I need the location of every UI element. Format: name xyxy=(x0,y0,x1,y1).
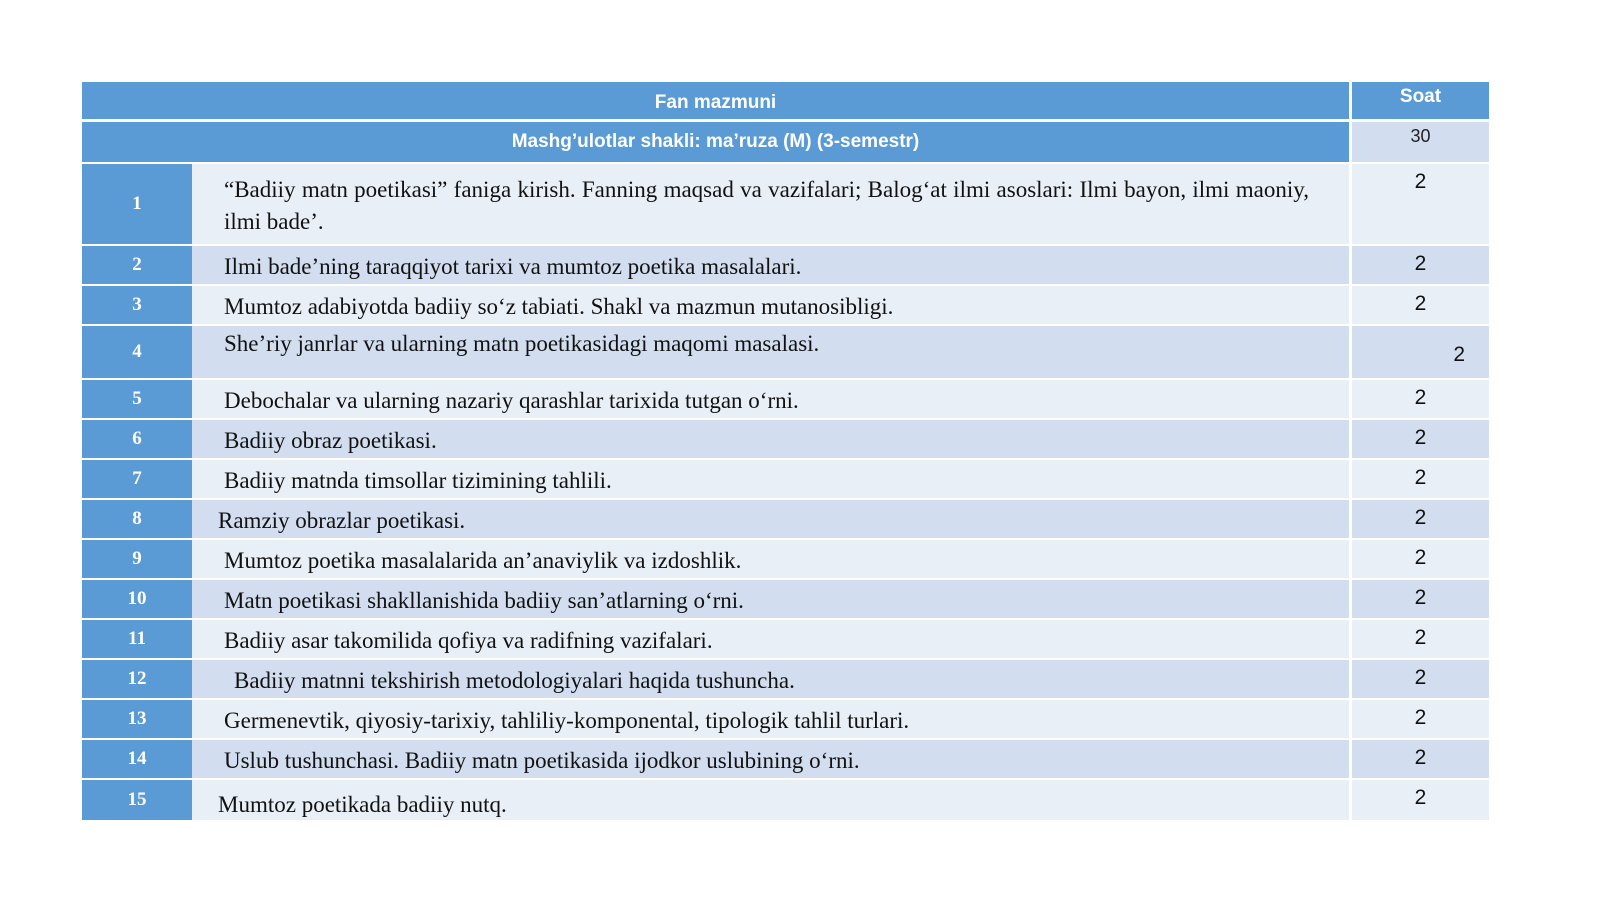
row-hours: 2 xyxy=(1349,500,1489,540)
row-topic: Germenevtik, qiyosiy-tarixiy, tahliliy-komponental, tipologik tahlil turlari. xyxy=(192,700,1349,740)
section-hours: 30 xyxy=(1349,122,1489,164)
row-topic: She’riy janrlar va ularning matn poetikasidagi maqomi masalasi. xyxy=(192,326,1349,380)
row-number: 2 xyxy=(82,246,192,286)
row-topic: Mumtoz adabiyotda badiiy so‘z tabiati. Shakl va mazmun mutanosibligi. xyxy=(192,286,1349,326)
row-topic: Badiiy obraz poetikasi. xyxy=(192,420,1349,460)
section-label: Mashg’ulotlar shakli: ma’ruza (M) (3-semestr) xyxy=(82,122,1349,164)
header-content: Fan mazmuni xyxy=(82,82,1349,122)
row-hours: 2 xyxy=(1349,164,1489,246)
row-hours: 2 xyxy=(1349,246,1489,286)
row-hours: 2 xyxy=(1349,660,1489,700)
row-number: 1 xyxy=(82,164,192,246)
row-number: 12 xyxy=(82,660,192,700)
row-number: 5 xyxy=(82,380,192,420)
row-number: 10 xyxy=(82,580,192,620)
row-number: 4 xyxy=(82,326,192,380)
row-hours: 2 xyxy=(1349,620,1489,660)
row-topic: Ilmi bade’ning taraqqiyot tarixi va mumtoz poetika masalalari. xyxy=(192,246,1349,286)
header-hours: Soat xyxy=(1349,82,1489,122)
row-topic: Debochalar va ularning nazariy qarashlar tarixida tutgan o‘rni. xyxy=(192,380,1349,420)
row-hours: 2 xyxy=(1349,460,1489,500)
row-hours: 2 xyxy=(1349,700,1489,740)
row-hours: 2 xyxy=(1349,380,1489,420)
row-topic: Uslub tushunchasi. Badiiy matn poetikasida ijodkor uslubining o‘rni. xyxy=(192,740,1349,780)
row-number: 8 xyxy=(82,500,192,540)
row-number: 11 xyxy=(82,620,192,660)
row-topic: Badiiy matnda timsollar tizimining tahlili. xyxy=(192,460,1349,500)
row-topic: Badiiy asar takomilida qofiya va radifning vazifalari. xyxy=(192,620,1349,660)
row-topic: Matn poetikasi shakllanishida badiiy san’atlarning o‘rni. xyxy=(192,580,1349,620)
row-number: 14 xyxy=(82,740,192,780)
syllabus-table xyxy=(82,82,1489,822)
row-number: 9 xyxy=(82,540,192,580)
row-hours: 2 xyxy=(1349,326,1489,380)
row-topic: “Badiiy matn poetikasi” faniga kirish. Fanning maqsad va vazifalari; Balog‘at ilmi asoslari: Ilmi bayon, ilmi maoniy, ilmi bade’. xyxy=(192,164,1349,246)
row-number: 7 xyxy=(82,460,192,500)
row-hours: 2 xyxy=(1349,286,1489,326)
row-hours: 2 xyxy=(1349,780,1489,822)
row-hours: 2 xyxy=(1349,420,1489,460)
row-topic: Mumtoz poetika masalalarida an’anaviylik va izdoshlik. xyxy=(192,540,1349,580)
row-number: 15 xyxy=(82,780,192,822)
row-hours: 2 xyxy=(1349,740,1489,780)
row-number: 13 xyxy=(82,700,192,740)
row-hours: 2 xyxy=(1349,580,1489,620)
row-topic: Badiiy matnni tekshirish metodologiyalari haqida tushuncha. xyxy=(192,660,1349,700)
row-topic: Mumtoz poetikada badiiy nutq. xyxy=(192,780,1349,822)
row-number: 3 xyxy=(82,286,192,326)
row-number: 6 xyxy=(82,420,192,460)
row-topic: Ramziy obrazlar poetikasi. xyxy=(192,500,1349,540)
row-hours: 2 xyxy=(1349,540,1489,580)
